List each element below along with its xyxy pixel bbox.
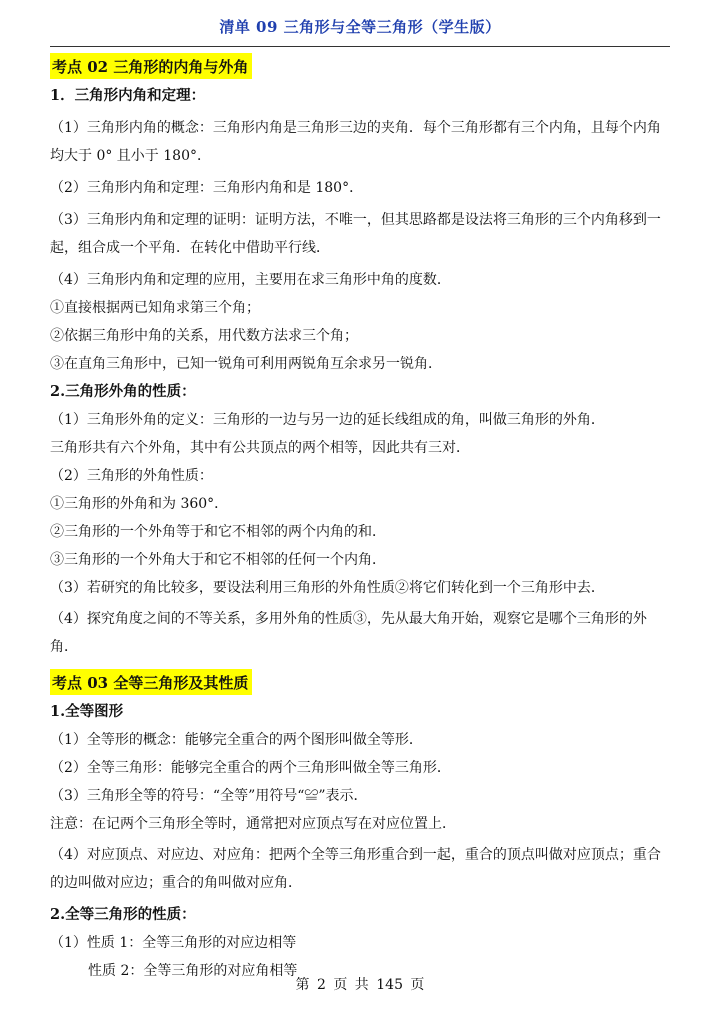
header-divider: [50, 46, 670, 47]
paragraph: 三角形共有六个外角，其中有公共顶点的两个相等，因此共有三对．: [50, 440, 470, 456]
paragraph: 注意：在记两个三角形全等时，通常把对应顶点写在对应位置上．: [50, 816, 456, 832]
list-item: ②依据三角形中角的关系，用代数方法求三个角；: [50, 328, 358, 344]
list-item: ①直接根据两已知角求第三个角；: [50, 300, 260, 316]
paragraph: （2）三角形的外角性质：: [50, 468, 213, 484]
paragraph: 性质 2：全等三角形的对应角相等: [88, 963, 298, 979]
paragraph: （1）性质 1：全等三角形的对应边相等: [50, 935, 297, 951]
paragraph: （4）探究角度之间的不等关系，多用外角的性质③，先从最大角开始，观察它是哪个三角形的外角．: [50, 611, 647, 655]
heading-congruent-properties: 2.全等三角形的性质：: [50, 906, 196, 923]
paragraph: （3）三角形内角和定理的证明：证明方法，不唯一，但其思路都是设法将三角形的三个内角移到一起，组合成一个平角．在转化中借助平行线．: [50, 212, 661, 256]
section-tag-02: 考点 02 三角形的内角与外角: [50, 53, 252, 79]
heading-exterior-angle: 2.三角形外角的性质：: [50, 383, 196, 400]
page-title: 清单 09 三角形与全等三角形（学生版）: [219, 18, 501, 36]
list-item: ②三角形的一个外角等于和它不相邻的两个内角的和．: [50, 524, 386, 540]
list-item: ③三角形的一个外角大于和它不相邻的任何一个内角．: [50, 552, 386, 568]
list-item: ③在直角三角形中，已知一锐角可利用两锐角互余求另一锐角．: [50, 356, 442, 372]
paragraph: （3）若研究的角比较多，要设法利用三角形的外角性质②将它们转化到一个三角形中去．: [50, 580, 605, 596]
page-number: 第 2 页 共 145 页: [295, 977, 425, 993]
section-tag-03: 考点 03 全等三角形及其性质: [50, 669, 252, 695]
paragraph: （3）三角形全等的符号：“全等”用符号“≌”表示．: [50, 788, 368, 804]
paragraph: （2）三角形内角和定理：三角形内角和是 180°．: [50, 180, 364, 196]
paragraph: （1）全等形的概念：能够完全重合的两个图形叫做全等形．: [50, 732, 423, 748]
list-item: ①三角形的外角和为 360°．: [50, 496, 229, 512]
paragraph: （1）三角形内角的概念：三角形内角是三角形三边的夹角．每个三角形都有三个内角，且每个内角均大于 0° 且小于 180°．: [50, 120, 661, 164]
paragraph: （1）三角形外角的定义：三角形的一边与另一边的延长线组成的角，叫做三角形的外角．: [50, 412, 605, 428]
paragraph: （4）对应顶点、对应边、对应角：把两个全等三角形重合到一起，重合的顶点叫做对应顶点；重合的边叫做对应边；重合的角叫做对应角．: [50, 847, 661, 891]
document-body: [50, 53, 672, 989]
heading-congruent-figures: 1.全等图形: [50, 703, 124, 720]
paragraph: （4）三角形内角和定理的应用，主要用在求三角形中角的度数．: [50, 272, 451, 288]
paragraph: （2）全等三角形：能够完全重合的两个三角形叫做全等三角形．: [50, 760, 451, 776]
heading-angle-sum-theorem: 1．三角形内角和定理：: [50, 87, 206, 104]
